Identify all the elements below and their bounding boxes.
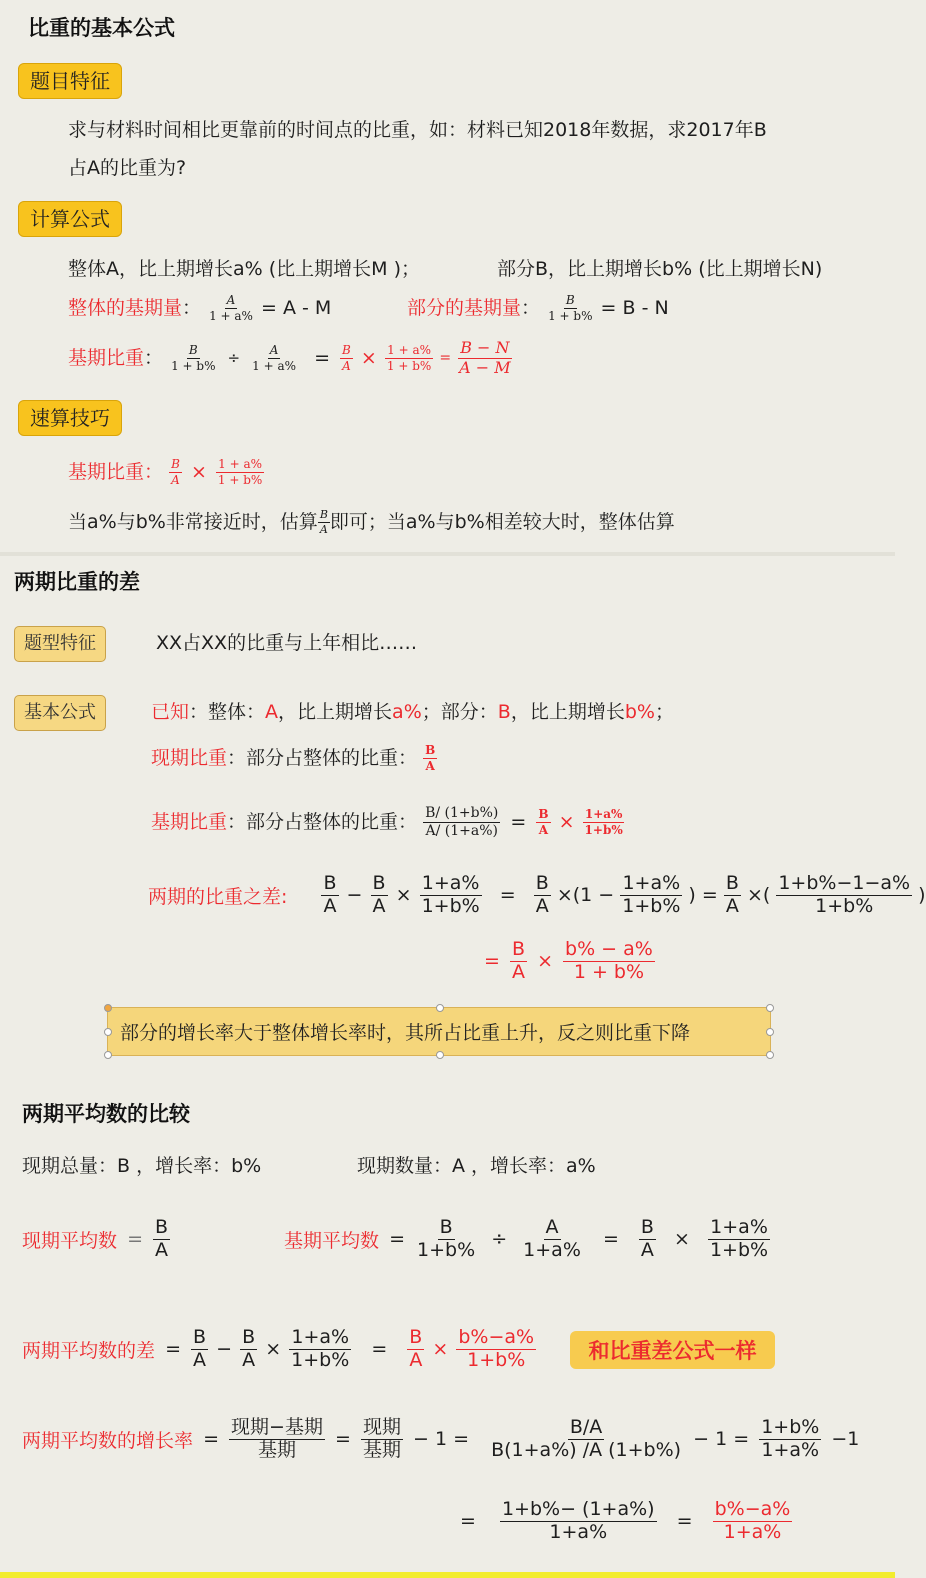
section2-title: 两期比重的差: [14, 570, 140, 594]
diff-label: 两期的比重之差:: [148, 885, 288, 908]
conclusion-callout[interactable]: [107, 1007, 771, 1056]
resize-handle-br[interactable]: [766, 1051, 774, 1059]
conclusion-text: 部分的增长率大于整体增长率时，其所占比重上升，反之则比重下降: [120, 1022, 691, 1044]
current-ratio-row: 现期比重：部分占整体的比重： $\frac{B}{A}$: [151, 743, 436, 773]
resize-handle-top[interactable]: [436, 1004, 444, 1012]
part-base-label: 部分的基期量: [407, 296, 522, 319]
avg-growth-label: 两期平均数的增长率: [22, 1429, 194, 1452]
avg-diff-label: 两期平均数的差: [22, 1339, 156, 1362]
current-avg-row: 现期平均数 = $\frac{B}{A}$: [22, 1216, 169, 1261]
diff-final-fraction: $\frac{b\% - a\%}{1 + b\%}$: [565, 938, 653, 983]
base-ratio2-fraction: $\frac{B/ (1+b\%)}{A/ (1+a\%)}$: [425, 805, 499, 839]
resize-handle-tl[interactable]: [104, 1004, 112, 1012]
same-formula-badge: 和比重差公式一样: [570, 1331, 775, 1369]
trick-fraction-2: $\frac{1 + a\%}{1 + b\%}$: [217, 457, 263, 487]
avg-growth-final-row: = $\frac{1+b\%- (1+a\%)}{1+a\%}$ = $\frac{b\%-a\%}{1+a\%}$: [460, 1498, 791, 1543]
tag-feature: 题目特征: [18, 63, 122, 99]
whole-base-row: 整体的基期量： $\frac{A}{1 + a\%}$ = A - M: [68, 293, 332, 323]
section1-title: 比重的基本公式: [28, 16, 175, 40]
br-fraction-4: $\frac{1 + a\%}{1 + b\%}$: [386, 343, 432, 373]
trick-label: 基期比重：: [68, 460, 164, 483]
base-avg-label: 基期平均数: [284, 1229, 380, 1252]
tag-basic-formula: 基本公式: [14, 695, 106, 731]
resize-handle-left[interactable]: [104, 1028, 112, 1036]
tag-formula: 计算公式: [18, 201, 122, 237]
part-base-fraction: $\frac{B}{1 + b\%}$: [548, 293, 593, 323]
diff-row: 两期的比重之差: $\frac{B}{A}$ − $\frac{B}{A}$ × $\frac{1+a\%}{1+b\%}$ = $\frac{B}{A}$ ×(1 − $\frac{1+a\%}{1+b\%}$ ) = $\frac{B}{A}$ ×( $\frac{1+b\%-1-a\%}{1+b\%}$ ): [148, 872, 926, 917]
resize-handle-bl[interactable]: [104, 1051, 112, 1059]
current-count: 现期数量：A ，增长率：a%: [357, 1155, 596, 1177]
current-ratio-label: 现期比重: [151, 746, 228, 769]
avg-diff-row: 两期平均数的差 = $\frac{B}{A}$ − $\frac{B}{A}$ × $\frac{1+a\%}{1+b\%}$ = $\frac{B}{A}$ × $\frac{b\%-a\%}{1+b\%}$: [22, 1326, 535, 1371]
trick-note-fraction: $\frac{B}{A}$: [319, 508, 328, 536]
current-ratio-fraction: $\frac{B}{A}$: [425, 743, 436, 773]
current-total: 现期总量：B ，增长率：b%: [22, 1155, 262, 1177]
current-avg-label: 现期平均数: [22, 1229, 118, 1252]
resize-handle-tr[interactable]: [766, 1004, 774, 1012]
part-base-row: 部分的基期量： $\frac{B}{1 + b\%}$ = B - N: [407, 293, 669, 323]
trick-row: 基期比重： $\frac{B}{A}$ × $\frac{1 + a\%}{1 + b\%}$: [68, 457, 263, 487]
base-ratio-row: 基期比重： $\frac{B}{1 + b\%}$ ÷ $\frac{A}{1 + a\%}$ = $\frac{B}{A}$ × $\frac{1 + a\%}{1 + b\%}$ = $\frac{B - N}{A - M}$: [68, 338, 511, 377]
part-base-eq: = B - N: [600, 296, 669, 319]
trick-fraction-1: $\frac{B}{A}$: [171, 457, 180, 487]
whole-base-label: 整体的基期量: [68, 296, 183, 319]
br-fraction-5: $\frac{B - N}{A - M}$: [459, 338, 511, 377]
avg-growth-final-fraction: $\frac{b\%-a\%}{1+a\%}$: [714, 1498, 791, 1543]
avg-growth-row: 两期平均数的增长率 = $\frac{\text{现期−基期}}{\text{基期}}$ = $\frac{\text{现期}}{\text{基期}}$ − 1 = $\frac{B/A}{B(1+a\%) /A (1+b\%)}$ − 1 = $\frac{1+b\%}{1+a\%}$ −1: [22, 1416, 860, 1461]
type-text: XX占XX的比重与上年相比……: [156, 632, 418, 654]
tag-trick: 速算技巧: [18, 400, 122, 436]
tag-type: 题型特征: [14, 626, 106, 662]
br-fraction-1: $\frac{B}{1 + b\%}$: [171, 343, 216, 373]
br-fraction-3: $\frac{B}{A}$: [342, 343, 351, 373]
base-ratio2-fraction-2: $\frac{B}{A}$: [538, 807, 549, 837]
known-row: 已知：整体：A，比上期增长a%；部分：B，比上期增长b%；: [151, 701, 674, 723]
base-ratio2-fraction-3: $\frac{1+a\%}{1+b\%}$: [584, 807, 623, 837]
feature-line1: 求与材料时间相比更靠前的时间点的比重，如：材料已知2018年数据，求2017年B: [68, 119, 767, 141]
section3-title: 两期平均数的比较: [22, 1102, 190, 1126]
base-ratio-label: 基期比重: [68, 346, 145, 369]
base-avg-row: 基期平均数 = $\frac{B}{1+b\%}$ ÷ $\frac{A}{1+a\%}$ = $\frac{B}{A}$ × $\frac{1+a\%}{1+b\%}$: [284, 1216, 769, 1261]
resize-handle-right[interactable]: [766, 1028, 774, 1036]
whole-base-fraction: $\frac{A}{1 + a\%}$: [209, 293, 253, 323]
base-ratio2-label: 基期比重: [151, 810, 228, 833]
trick-note: 当a%与b%非常接近时，估算 $\frac{B}{A}$ 即可；当a%与b%相差较大时，整体估算: [68, 508, 675, 536]
whole-base-eq: = A - M: [261, 296, 332, 319]
whole-line: 整体A，比上期增长a% (比上期增长M )；: [68, 258, 420, 280]
feature-line2: 占A的比重为?: [68, 157, 187, 179]
section-divider: [0, 552, 895, 556]
base-ratio2-row: 基期比重：部分占整体的比重： $\frac{B/ (1+b\%)}{A/ (1+a\%)}$ = $\frac{B}{A}$ × $\frac{1+a\%}{1+b\%}$: [151, 805, 623, 839]
bottom-border: [0, 1572, 895, 1578]
part-line: 部分B，比上期增长b% (比上期增长N): [497, 258, 823, 280]
resize-handle-bottom[interactable]: [436, 1051, 444, 1059]
br-fraction-2: $\frac{A}{1 + a\%}$: [252, 343, 297, 373]
diff-final-row: = $\frac{B}{A}$ × $\frac{b\% - a\%}{1 + b\%}$: [484, 938, 653, 983]
